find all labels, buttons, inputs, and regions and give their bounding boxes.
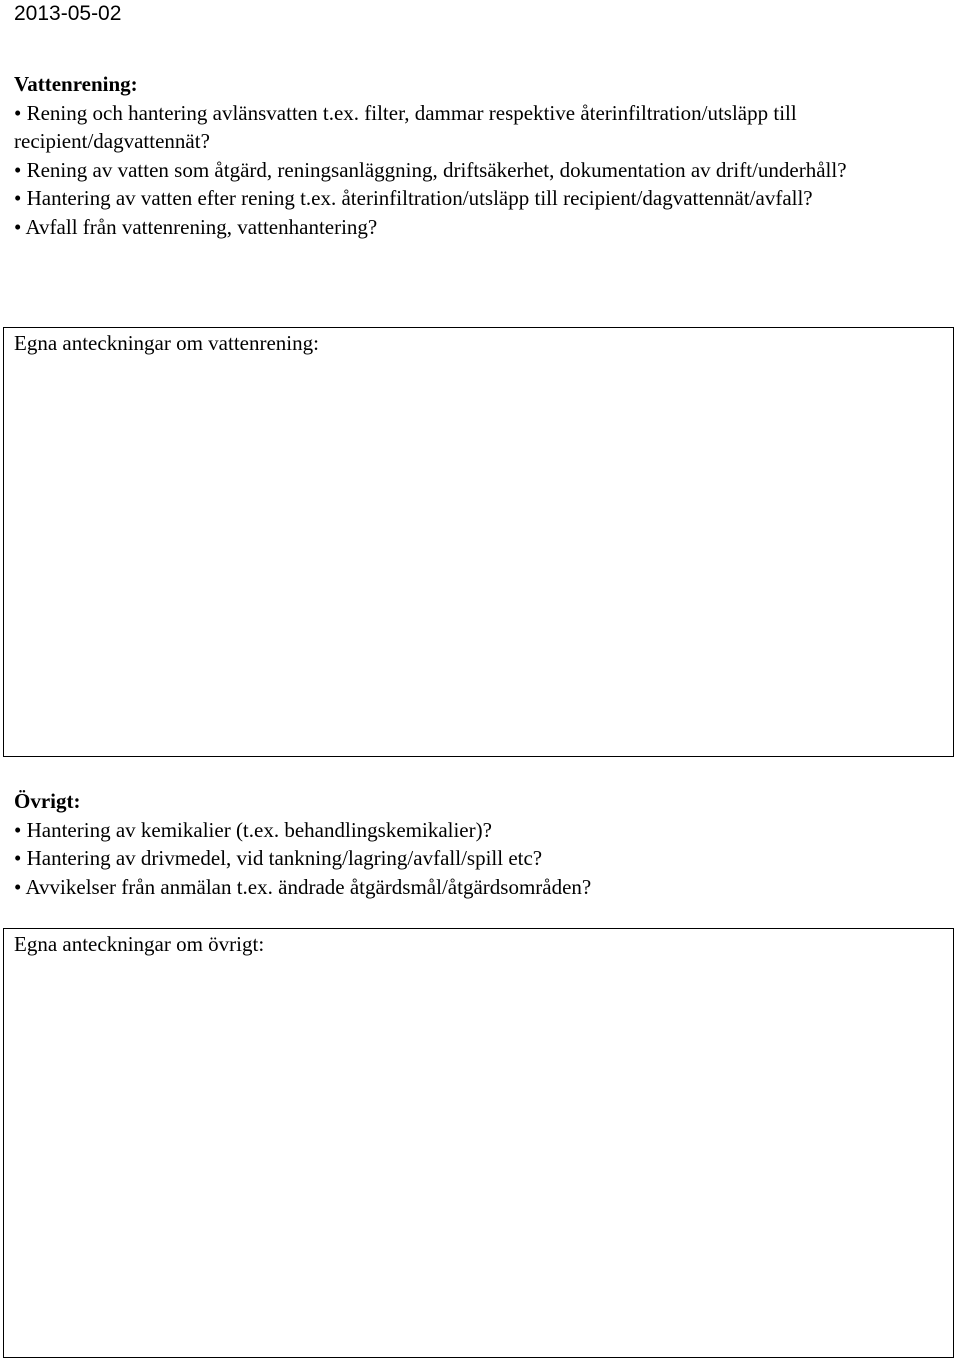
notes-label-vattenrening: Egna anteckningar om vattenrening:	[14, 331, 319, 355]
question-text: Avvikelser från anmälan t.ex. ändrade åtgärdsmål/åtgärdsområden?	[25, 874, 592, 899]
list-item	[14, 873, 949, 902]
list-item	[14, 844, 949, 873]
list-item	[14, 184, 949, 213]
question-text: Rening och hantering avlänsvatten t.ex. filter, dammar respektive återinfiltration/utsläpp till recipient/dagvattennät?	[14, 100, 797, 153]
section-vattenrening	[14, 70, 949, 241]
section-heading-ovrigt: Övrigt:	[14, 789, 81, 813]
notes-label-ovrigt: Egna anteckningar om övrigt:	[14, 932, 265, 956]
ovrigt-question-list	[14, 816, 949, 902]
vattenrening-question-list	[14, 99, 949, 242]
bullet-icon: •	[14, 214, 22, 239]
bullet-icon: •	[14, 100, 22, 125]
bullet-icon: •	[14, 186, 22, 210]
document-date: 2013-05-02	[14, 2, 122, 25]
bullet-icon: •	[14, 846, 22, 870]
notes-box-vattenrening[interactable]	[3, 327, 954, 757]
question-text: Hantering av vatten efter rening t.ex. återinfiltration/utsläpp till recipient/dagvattennät/avfall?	[26, 186, 813, 210]
question-text: Rening av vatten som åtgärd, reningsanläggning, driftsäkerhet, dokumentation av drift/underhåll?	[26, 157, 847, 182]
bullet-icon: •	[14, 874, 22, 899]
question-text: Hantering av drivmedel, vid tankning/lagring/avfall/spill etc?	[26, 846, 543, 870]
question-text: Hantering av kemikalier (t.ex. behandlingskemikalier)?	[26, 817, 492, 842]
list-item	[14, 213, 949, 242]
question-text: Avfall från vattenrening, vattenhantering?	[25, 214, 378, 239]
list-item	[14, 156, 949, 185]
list-item	[14, 99, 949, 156]
section-heading-vattenrening: Vattenrening:	[14, 72, 138, 96]
bullet-icon: •	[14, 157, 22, 182]
list-item	[14, 816, 949, 845]
notes-box-ovrigt[interactable]	[3, 928, 954, 1358]
section-ovrigt	[14, 787, 949, 901]
bullet-icon: •	[14, 817, 22, 842]
